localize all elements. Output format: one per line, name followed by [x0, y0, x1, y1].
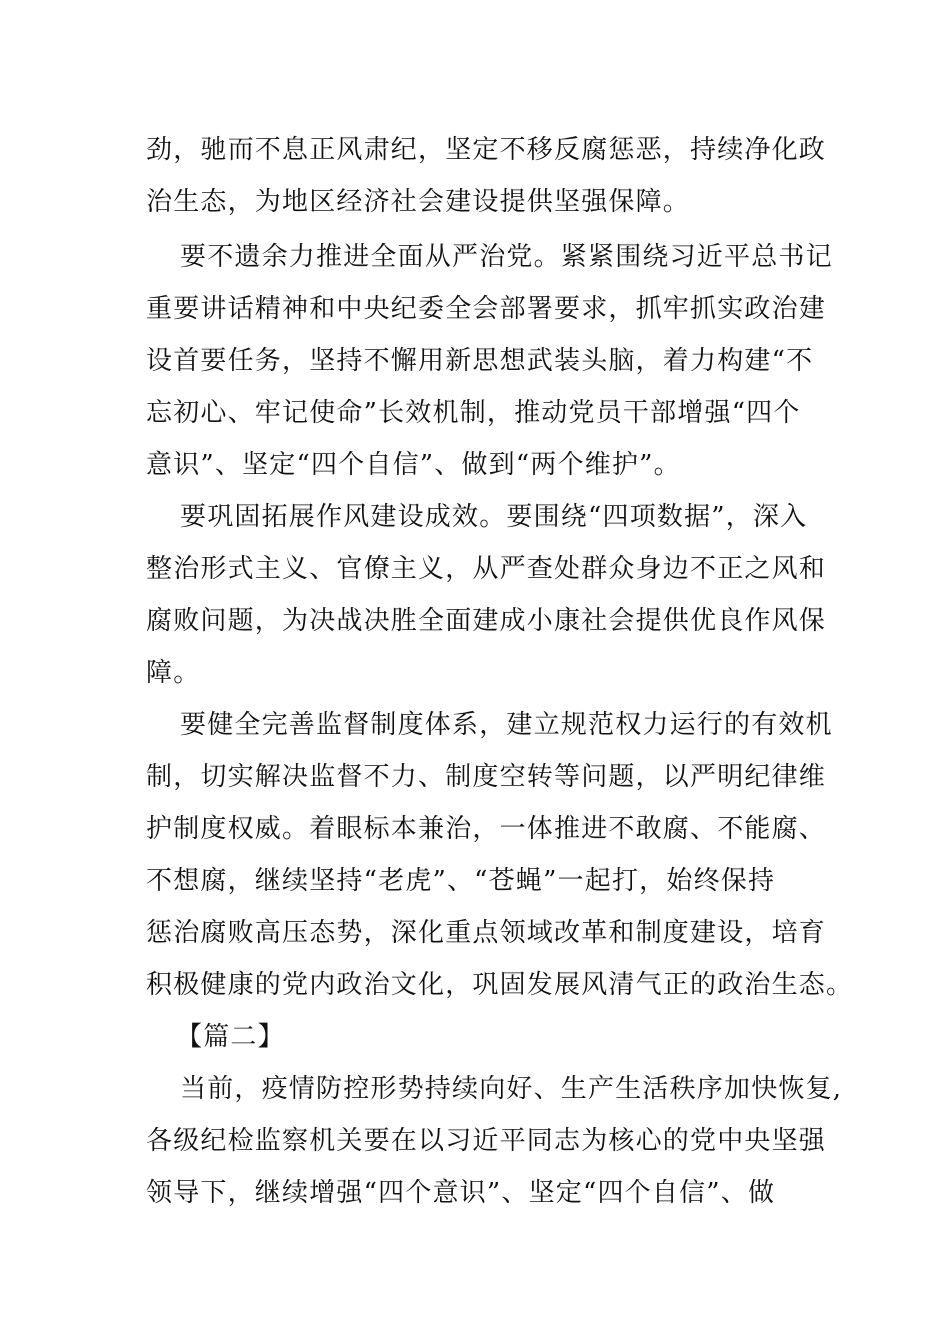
paragraph-start-line: 当前，疫情防控形势持续向好、生产生活秩序加快恢复,	[180, 1074, 843, 1104]
text-line: 障。	[146, 658, 201, 688]
text-line: 领导下，继续增强“四个意识”、坚定“四个自信”、做	[146, 1178, 776, 1208]
text-line: 制，切实解决监督不力、制度空转等问题，以严明纪律维	[146, 762, 827, 792]
paragraph-start-line: 要巩固拓展作风建设成效。要围绕“四项数据”，深入	[180, 502, 808, 532]
text-line: 意识”、坚定“四个自信”、做到“两个维护”。	[146, 450, 681, 480]
text-line: 各级纪检监察机关要在以习近平同志为核心的党中央坚强	[146, 1126, 827, 1156]
text-line: 惩治腐败高压态势，深化重点领域改革和制度建设，培育	[146, 918, 827, 948]
text-line: 整治形式主义、官僚主义，从严查处群众身边不正之风和	[146, 554, 827, 584]
text-line: 忘初心、牢记使命”长效机制，推动党员干部增强“四个	[146, 398, 801, 428]
text-line: 护制度权威。着眼标本兼治，一体推进不敢腐、不能腐、	[146, 814, 827, 844]
text-line: 治生态，为地区经济社会建设提供坚强保障。	[146, 187, 691, 217]
text-line: 腐败问题，为决战决胜全面建成小康社会提供优良作风保	[146, 606, 827, 636]
text-line: 设首要任务，坚持不懈用新思想武装头脑，着力构建“不	[146, 346, 814, 376]
text-line: 不想腐，继续坚持“老虎”、“苍蝇”一起打，始终保持	[146, 866, 776, 896]
text-line: 劲，驰而不息正风肃纪，坚定不移反腐惩恶，持续净化政	[146, 135, 827, 165]
text-line: 积极健康的党内政治文化，巩固发展风清气正的政治生态。	[146, 970, 854, 1000]
paragraph-start-line: 要不遗余力推进全面从严治党。紧紧围绕习近平总书记	[180, 242, 833, 272]
section-heading: 【篇二】	[176, 1022, 285, 1052]
paragraph-start-line: 要健全完善监督制度体系，建立规范权力运行的有效机	[180, 710, 833, 740]
text-line: 重要讲话精神和中央纪委全会部署要求，抓牢抓实政治建	[146, 294, 827, 324]
